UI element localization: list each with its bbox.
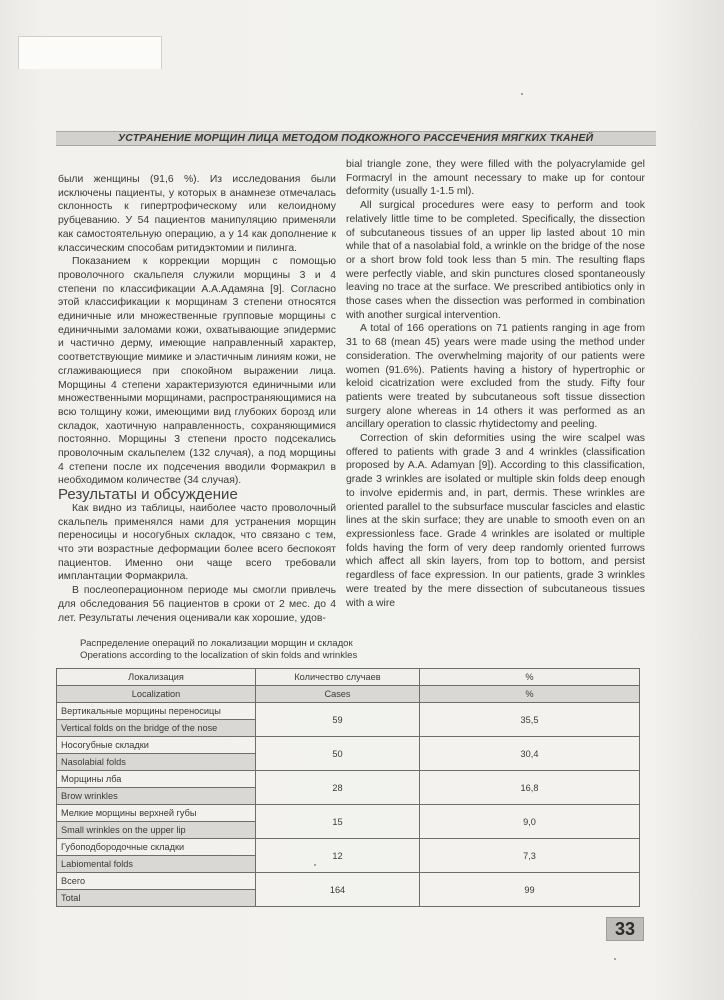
row-label-ru: Морщины лба — [57, 771, 256, 788]
left-paragraph-2: Показанием к коррекции морщин с помощью проволочного скальпеля служили морщины 3 и 4 степени по классификации А.А.Адамяна [9]. Согласно этой классификации к морщинам 3 степени относятся единичные или множественные групповые морщины с единичными заломами кожи, охватывающие эпидермис и частично дерму, имеющие направленный характер, соответствующие мимике и эластичным линиям кожи, не сглаживающиеся при спокойном выражении лица. Морщины 4 степени характеризуются единичными или множественными морщинами, распространяющимися на всю толщину кожи, имеющими вид глубоких борозд или складок, хаотичную направленность, сохраняющимися постоянно. Морщины 3 степени просто подсекались проволочным скальпелем (132 случая), а под морщины 4 степени после их подсечения вводили Формакрил в необходимом количестве (34 случая). — [58, 256, 336, 487]
speck — [521, 93, 523, 95]
row-label-ru: Носогубные складки — [57, 737, 256, 754]
total-label-ru: Всего — [57, 873, 256, 890]
row-label-en: Nasolabial folds — [57, 754, 256, 771]
row-label-ru: Мелкие морщины верхней губы — [57, 805, 256, 822]
header-percent-ru: % — [420, 669, 640, 686]
row-label-en: Vertical folds on the bridge of the nose — [57, 720, 256, 737]
right-paragraph-2: All surgical procedures were easy to perform and took relatively little time to be completed. Specifically, the dissection of subcutaneous tissues of an upper lip lasted about 10 min while that of a nasolabial fold, a wrinkle on the bridge of the nose or a short brow fold took less than 5 min. The resulting flaps were perfectly viable, and skin punctures closed spontaneously leaving no trace at the surface. We prescribed antibiotics only in those cases when the dissection was performed in combination with another surgical intervention. — [346, 200, 645, 321]
row-label-en: Labiomental folds — [57, 856, 256, 873]
row-label-ru: Губоподбородочные складки — [57, 839, 256, 856]
row-cases: 15 — [256, 805, 420, 839]
row-label-en: Small wrinkles on the upper lip — [57, 822, 256, 839]
row-cases: 28 — [256, 771, 420, 805]
row-percent: 16,8 — [420, 771, 640, 805]
row-label-ru: Вертикальные морщины переносицы — [57, 703, 256, 720]
running-header-title: УСТРАНЕНИЕ МОРЩИН ЛИЦА МЕТОДОМ ПОДКОЖНОГО РАССЕЧЕНИЯ МЯГКИХ ТКАНЕЙ — [118, 132, 594, 144]
row-cases: 59 — [256, 703, 420, 737]
header-localization-ru: Локализация — [57, 669, 256, 686]
row-percent: 35,5 — [420, 703, 640, 737]
row-label-en: Brow wrinkles — [57, 788, 256, 805]
table-caption-ru: Распределение операций по локализации морщин и складок — [80, 638, 353, 649]
table-row — [57, 771, 640, 788]
header-localization-en: Localization — [57, 686, 256, 703]
left-paragraph-3: Как видно из таблицы, наиболее часто проволочный скальпель применялся нами для устранения морщин переносицы и носогубных складок, что связано с тем, что эти возрастные деформации более всего беспокоят пациентов. Именно они чаще всего требовали имплантации Формакрила. — [58, 502, 336, 583]
left-column — [58, 173, 336, 625]
table-row — [57, 805, 640, 822]
table-caption — [80, 638, 640, 662]
total-cases: 164 — [256, 873, 420, 907]
row-percent: 30,4 — [420, 737, 640, 771]
right-paragraph-4: Correction of skin deformities using the wire scalpel was offered to patients with grade 3 and 4 wrinkles (classification proposed by A.A. Adamyan [9]). According to this classification, grade 3 wrinkles are isolated or multiple skin folds deep enough to involve epidermis and, in part, dermis. These wrinkles are oriented parallel to the subsurface muscular fascicles and elastic lines at the skin surface; they are unable to smooth even on an expressionless face. Grade 4 wrinkles are isolated or multiple folds having the form of very deep randomly oriented furrows which affect all skin layers, from top to bottom, and persist regardless of face expression. In our patients, grade 3 wrinkles were treated by the mere dissection of subcutaneous tissues with a wire — [346, 433, 645, 609]
table-total-row — [57, 873, 640, 890]
table-caption-en: Operations according to the localization of skin folds and wrinkles — [80, 650, 358, 661]
speck — [614, 958, 616, 960]
header-percent-en: % — [420, 686, 640, 703]
row-cases: 50 — [256, 737, 420, 771]
table-row — [57, 703, 640, 720]
left-paragraph-1: были женщины (91,6 %). Из исследования были исключены пациенты, у которых в анамнезе отмечалась склонность к гипертрофическому или келоидному рубцеванию. У 54 пациентов манипуляцию применяли как самостоятельную операцию, а у 14 как дополнение к классическим способам ритидэктомии и пилинга. — [58, 174, 336, 254]
section-heading: Результаты и обсуждение — [58, 486, 238, 504]
right-paragraph-3: A total of 166 operations on 71 patients ranging in age from 31 to 68 (mean 45) years were made using the method under consideration. The overwhelming majority of our patients were women (91.6%). Patients having a history of hypertrophic or keloid cicatrization were excluded from the study. Fifty four patients were treated by subcutaneous soft tissue dissection surgery alone whereas in 14 others it was performed as an ancillary operation to classic rhytidectomy and peeling. — [346, 323, 645, 431]
header-cases-ru: Количество случаев — [256, 669, 420, 686]
speck — [314, 864, 316, 866]
right-paragraph-1: bial triangle zone, they were filled with the polyacrylamide gel Formacryl in the amount necessary to make up for contour deformity (usually 1-1.5 ml). — [346, 159, 645, 198]
table-header-row-en — [57, 686, 640, 703]
header-cases-en: Cases — [256, 686, 420, 703]
total-label-en: Total — [57, 890, 256, 907]
row-percent: 7,3 — [420, 839, 640, 873]
left-paragraph-4: В послеоперационном периоде мы смогли привлечь для обследования 56 пациентов в сроки от 2 мес. до 4 лет. Результаты лечения оценивали как хорошие, удов- — [58, 585, 336, 624]
row-cases: 12 — [256, 839, 420, 873]
table-header-row-ru — [57, 669, 640, 686]
table-row — [57, 737, 640, 754]
row-percent: 9,0 — [420, 805, 640, 839]
table-row — [57, 839, 640, 856]
total-percent: 99 — [420, 873, 640, 907]
localization-table — [56, 668, 640, 907]
page-number: 33 — [606, 917, 644, 941]
right-column — [346, 158, 645, 610]
paper-tab — [18, 36, 162, 69]
